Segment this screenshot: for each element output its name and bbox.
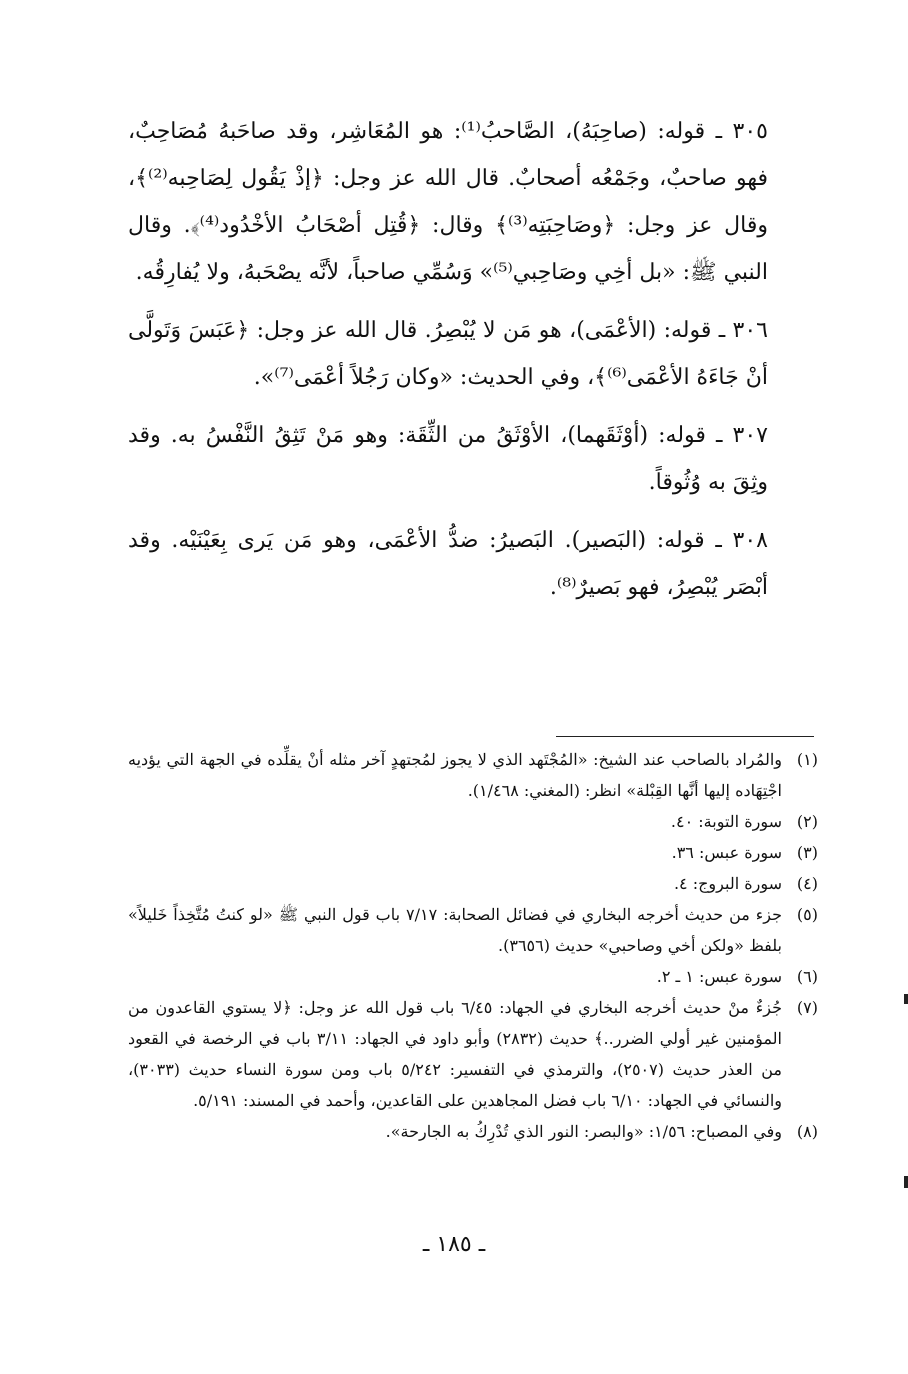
page-number: ـ ١٨٥ ـ: [422, 1232, 486, 1257]
entry-305: ٣٠٥ ـ قوله: (صاحِبَهُ)، الصَّاحبُ⁽¹⁾: هو المُعَاشِر، وقد صاحَبهُ مُصَاحِبٌ، فهو صاحبٌ، وجَمْعُه أصحابٌ. قال الله عز وجل: ﴿إذْ يَقُول لِصَاحِبه⁽²⁾﴾، وقال عز وجل: ﴿وصَاحِبَتِه⁽³⁾﴾ وقال: ﴿قُتِل أصْحَابُ الأخْدُود⁽⁴⁾﴾. وقال النبي ﷺ: «بل أخِي وصَاحِبي⁽⁵⁾» وَسُمِّي صاحباً، لأنَّه يصْحَبهُ، ولا يُفارِقُه.: [128, 119, 769, 285]
entry-308: ٣٠٨ ـ قوله: (البَصير). البَصيرُ: ضدُّ الأعْمَى، وهو مَن يَرى بِعَيْنَيْه. وقد أبْصَر يُبْصِرُ، فهو بَصيرٌ⁽⁸⁾.: [128, 528, 768, 600]
footnotes: [128, 744, 818, 1147]
footnote-text: سورة عبس: ٣٦.: [671, 843, 782, 862]
footnote-number: (٣): [796, 843, 818, 862]
footnote-7: [128, 992, 818, 1116]
footnote-text: والمُراد بالصاحب عند الشيخ: «المُجْتَهد الذي لا يجوز لمُجتهدٍ آخر مثله أنْ يقلِّده في الجهة التي يؤديه اجْتِهَاده إليها أنَّها القِبْلة» انظر: (المغني: ١/٤٦٨).: [128, 750, 782, 800]
entry-307: ٣٠٧ ـ قوله: (أوْثَقَهما)، الأوْثَقُ من الثِّقَة: وهو مَنْ تَثِقُ النَّفْسُ به. وقد وثِقَ به وُثُوقاً.: [128, 423, 768, 495]
footnote-number: (٢): [796, 812, 818, 831]
footnote-text: جُزءٌ منْ حديث أخرجه البخاري في الجهاد: ٦/٤٥ باب قول الله عز وجل: ﴿لا يستوي القاعدون من المؤمنين غير أولي الضرر..﴾ حديث (٢٨٣٢) وأبو داود في الجهاد: ٣/١١ باب في الرخصة في القعود من العذر حديث (٢٥٠٧)، والترمذي في التفسير: ٥/٢٤٢ باب ومن سورة النساء حديث (٣٠٣٣)، والنسائي في الجهاد: ٦/١٠ باب فضل المجاهدين على القاعدين، وأحمد في المسند: ٥/١٩١.: [128, 998, 783, 1110]
entry-306: ٣٠٦ ـ قوله: (الأعْمَى)، هو مَن لا يُبْصِرُ. قال الله عز وجل: ﴿عَبَسَ وَتَولَّى أنْ جَاءَهُ الأعْمَى⁽⁶⁾﴾، وفي الحديث: «وكان رَجُلاً أعْمَى⁽⁷⁾».: [128, 318, 768, 390]
footnote-3: [128, 837, 818, 868]
footnote-number: (٤): [796, 874, 818, 893]
footnote-separator: [556, 736, 814, 737]
footnote-8: [128, 1116, 818, 1147]
scan-mark: [904, 994, 908, 1004]
footnote-2: [128, 806, 818, 837]
footnote-number: (٥): [796, 905, 818, 924]
scan-mark: [904, 1176, 908, 1188]
footnote-text: سورة عبس: ١ ـ ٢.: [656, 967, 782, 986]
main-text: [128, 108, 768, 622]
footnote-text: وفي المصباح: ١/٥٦: «والبصر: النور الذي تُدْرِكُ به الجارحة».: [385, 1122, 782, 1141]
footnote-number: (٨): [796, 1122, 818, 1141]
footnote-number: (٧): [796, 998, 818, 1017]
footnote-text: سورة التوبة: ٤٠.: [670, 812, 782, 831]
footnote-4: [128, 868, 818, 899]
footnote-number: (١): [796, 750, 818, 769]
footnote-1: [128, 744, 818, 806]
footnote-5: [128, 899, 818, 961]
footnote-6: [128, 961, 818, 992]
footnote-number: (٦): [796, 967, 818, 986]
footnote-text: جزء من حديث أخرجه البخاري في فضائل الصحابة: ٧/١٧ باب قول النبي ﷺ «لو كنتُ مُتَّخِذاً خَليلاً» بلفظ «ولكن أخي وصاحبي» حديث (٣٦٥٦).: [128, 905, 783, 955]
footnote-text: سورة البروج: ٤.: [673, 874, 782, 893]
